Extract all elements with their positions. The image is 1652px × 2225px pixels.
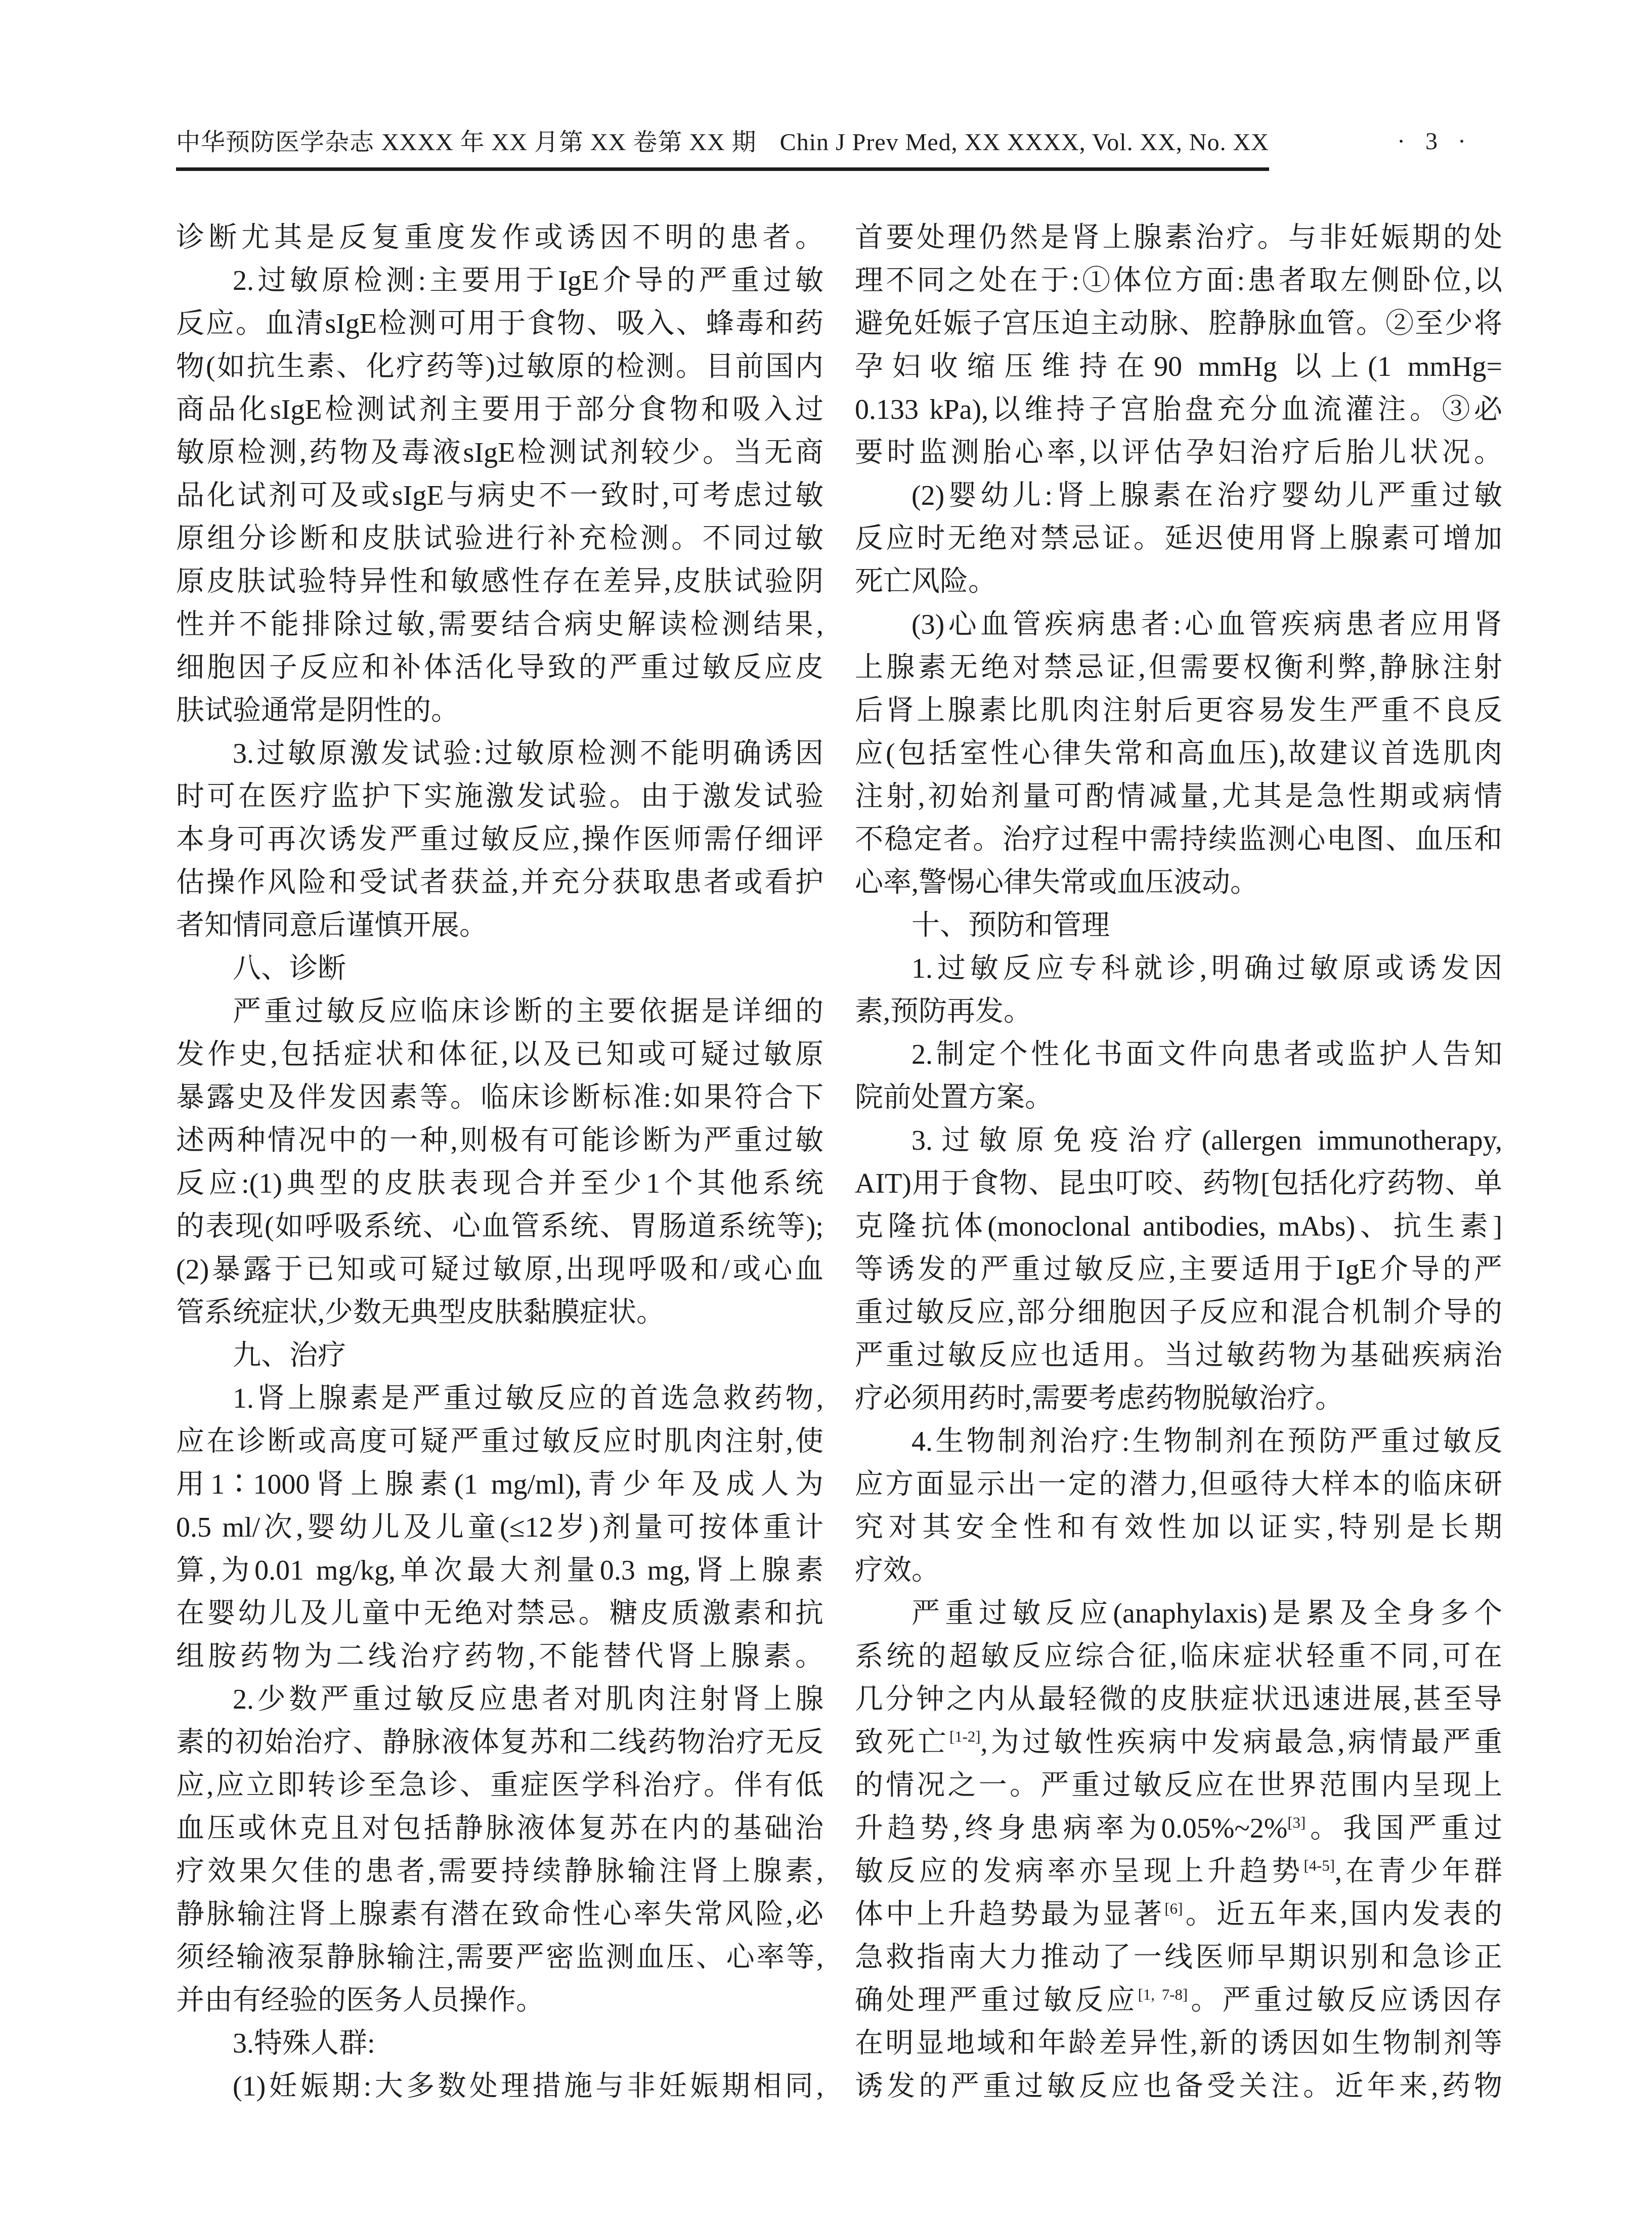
text-line: 诊断尤其是反复重度发作或诱因不明的患者。 xyxy=(176,222,823,253)
text-line: 血压或休克且对包括静脉液体复苏在内的基础治 xyxy=(176,1813,823,1844)
text-line: 时可在医疗监护下实施激发试验。由于激发试验 xyxy=(176,781,823,812)
text-line: 在明显地域和年龄差异性,新的诱因如生物制剂等 xyxy=(855,2028,1502,2059)
text-line: 要时监测胎心率,以评估孕妇治疗后胎儿状况。 xyxy=(855,437,1502,468)
text-line: 1.肾上腺素是严重过敏反应的首选急救药物, xyxy=(233,1383,823,1414)
text-line: 致死亡[1-2],为过敏性疾病中发病最急,病情最严重 xyxy=(855,1727,1502,1758)
text-line: 九、治疗 xyxy=(233,1340,346,1371)
text-line: 暴露史及伴发因素等。临床诊断标准:如果符合下 xyxy=(176,1082,823,1113)
text-line: 克隆抗体(monoclonal antibodies, mAbs)、抗生素] xyxy=(855,1211,1502,1242)
text-line: 须经输液泵静脉输注,需要严密监测血压、心率等, xyxy=(176,1942,823,1973)
journal-title-cn: 中华预防医学杂志 xyxy=(176,129,375,156)
text-line: 急救指南大力推动了一线医师早期识别和急诊正 xyxy=(855,1942,1502,1973)
text-line: 敏反应的发病率亦呈现上升趋势[4-5],在青少年群 xyxy=(855,1856,1502,1887)
text-line: 本身可再次诱发严重过敏反应,操作医师需仔细评 xyxy=(176,824,823,855)
text-line: 者知情同意后谨慎开展。 xyxy=(176,910,488,941)
text-line: 组胺药物为二线治疗药物,不能替代肾上腺素。 xyxy=(176,1641,823,1672)
text-line: 用1∶1000肾上腺素(1 mg/ml),青少年及成人为 xyxy=(176,1469,823,1500)
text-line: 十、预防和管理 xyxy=(911,910,1110,941)
text-line: (3)心血管疾病患者:心血管疾病患者应用肾 xyxy=(911,609,1502,640)
text-line: 2.过敏原检测:主要用于IgE介导的严重过敏 xyxy=(233,265,823,296)
text-line: 应,应立即转诊至急诊、重症医学科治疗。伴有低 xyxy=(176,1770,823,1801)
article-body xyxy=(176,216,1502,2108)
text-line: 几分钟之内从最轻微的皮肤症状迅速进展,甚至导 xyxy=(855,1684,1502,1715)
text-line: 应在诊断或高度可疑严重过敏反应时肌肉注射,使 xyxy=(176,1426,823,1457)
text-line: 素,预防再发。 xyxy=(855,996,1032,1027)
text-line: 等诱发的严重过敏反应,主要适用于IgE介导的严 xyxy=(855,1254,1502,1285)
text-line: (2)婴幼儿:肾上腺素在治疗婴幼儿严重过敏 xyxy=(911,480,1502,511)
text-line: 算,为0.01 mg/kg,单次最大剂量0.3 mg,肾上腺素 xyxy=(176,1555,823,1586)
text-line: 反应:(1)典型的皮肤表现合并至少1个其他系统 xyxy=(176,1168,823,1199)
text-line: 的情况之一。严重过敏反应在世界范围内呈现上 xyxy=(855,1770,1502,1801)
text-line: 发作史,包括症状和体征,以及已知或可疑过敏原 xyxy=(176,1039,823,1070)
text-line: 3.过敏原激发试验:过敏原检测不能明确诱因 xyxy=(233,738,823,769)
text-line: (2)暴露于已知或可疑过敏原,出现呼吸和/或心血 xyxy=(176,1254,823,1285)
text-line: 估操作风险和受试者获益,并充分获取患者或看护 xyxy=(176,867,823,898)
text-line: 述两种情况中的一种,则极有可能诊断为严重过敏 xyxy=(176,1125,823,1156)
text-line: 系统的超敏反应综合征,临床症状轻重不同,可在 xyxy=(855,1641,1502,1672)
text-line: 升趋势,终身患病率为0.05%~2%[3]。我国严重过 xyxy=(855,1813,1502,1844)
journal-masthead xyxy=(176,122,1269,171)
text-line: 反应时无绝对禁忌证。延迟使用肾上腺素可增加 xyxy=(855,523,1502,554)
text-line: 避免妊娠子宫压迫主动脉、腔静脉血管。②至少将 xyxy=(855,308,1502,339)
page-header xyxy=(176,122,1502,171)
text-line: 严重过敏反应(anaphylaxis)是累及全身多个 xyxy=(911,1598,1502,1629)
text-line: 确处理严重过敏反应[1, 7-8]。严重过敏反应诱因存 xyxy=(855,1985,1502,2016)
text-line: 商品化sIgE检测试剂主要用于部分食物和吸入过 xyxy=(176,394,823,425)
text-line: 应方面显示出一定的潜力,但亟待大样本的临床研 xyxy=(855,1469,1502,1500)
text-line: 性并不能排除过敏,需要结合病史解读检测结果, xyxy=(176,609,823,640)
text-line: 严重过敏反应临床诊断的主要依据是详细的 xyxy=(233,996,823,1027)
text-line: 院前处置方案。 xyxy=(855,1082,1053,1113)
journal-issue-cn: XXXX 年 XX 月第 XX 卷第 XX 期 xyxy=(381,129,757,156)
text-line: 诱发的严重过敏反应也备受关注。近年来,药物 xyxy=(855,2071,1502,2102)
text-line: 品化试剂可及或sIgE与病史不一致时,可考虑过敏 xyxy=(176,480,823,511)
text-line: AIT)用于食物、昆虫叮咬、药物[包括化疗药物、单 xyxy=(855,1168,1502,1199)
journal-title-en: Chin J Prev Med, XX XXXX, Vol. XX, No. XX xyxy=(779,129,1269,156)
text-line: 1.过敏反应专科就诊,明确过敏原或诱发因 xyxy=(911,953,1502,984)
text-line: 并由有经验的医务人员操作。 xyxy=(176,1985,544,2016)
text-line: 在婴幼儿及儿童中无绝对禁忌。糖皮质激素和抗 xyxy=(176,1598,823,1629)
text-line: 0.5 ml/次,婴幼儿及儿童(≤12岁)剂量可按体重计 xyxy=(176,1512,823,1543)
text-line: (1)妊娠期:大多数处理措施与非妊娠期相同, xyxy=(233,2071,823,2102)
text-line: 理不同之处在于:①体位方面:患者取左侧卧位,以 xyxy=(855,265,1502,296)
text-line: 0.133 kPa),以维持子宫胎盘充分血流灌注。③必 xyxy=(855,394,1502,425)
text-line: 原组分诊断和皮肤试验进行补充检测。不同过敏 xyxy=(176,523,823,554)
text-line: 疗效。 xyxy=(855,1555,940,1586)
text-line: 首要处理仍然是肾上腺素治疗。与非妊娠期的处 xyxy=(855,222,1502,253)
text-line: 注射,初始剂量可酌情减量,尤其是急性期或病情 xyxy=(855,781,1502,812)
text-line: 2.制定个性化书面文件向患者或监护人告知 xyxy=(911,1039,1502,1070)
text-column-right xyxy=(855,216,1502,2108)
text-line: 后肾上腺素比肌肉注射后更容易发生严重不良反 xyxy=(855,695,1502,726)
text-line: 3.过敏原免疫治疗(allergen immunotherapy, xyxy=(911,1125,1502,1156)
text-line: 静脉输注肾上腺素有潜在致命性心率失常风险,必 xyxy=(176,1899,823,1930)
text-line: 八、诊断 xyxy=(233,953,346,984)
page-number: · 3 · xyxy=(1397,128,1473,155)
text-line: 原皮肤试验特异性和敏感性存在差异,皮肤试验阴 xyxy=(176,566,823,597)
text-line: 严重过敏反应也适用。当过敏药物为基础疾病治 xyxy=(855,1340,1502,1371)
text-column-left xyxy=(176,216,823,2108)
text-line: 死亡风险。 xyxy=(855,566,996,597)
text-line: 不稳定者。治疗过程中需持续监测心电图、血压和 xyxy=(855,824,1502,855)
text-line: 上腺素无绝对禁忌证,但需要权衡利弊,静脉注射 xyxy=(855,652,1502,683)
text-line: 究对其安全性和有效性加以证实,特别是长期 xyxy=(855,1512,1502,1543)
text-line: 管系统症状,少数无典型皮肤黏膜症状。 xyxy=(176,1297,665,1328)
text-line: 疗效果欠佳的患者,需要持续静脉输注肾上腺素, xyxy=(176,1856,823,1887)
text-line: 疗必须用药时,需要考虑药物脱敏治疗。 xyxy=(855,1383,1343,1414)
text-line: 应(包括室性心律失常和高血压),故建议首选肌肉 xyxy=(855,738,1502,769)
text-line: 的表现(如呼吸系统、心血管系统、胃肠道系统等); xyxy=(176,1211,823,1242)
text-line: 3.特殊人群: xyxy=(233,2028,375,2059)
text-line: 心率,警惕心律失常或血压波动。 xyxy=(855,867,1258,898)
text-line: 肤试验通常是阴性的。 xyxy=(176,695,459,726)
text-line: 4.生物制剂治疗:生物制剂在预防严重过敏反 xyxy=(911,1426,1502,1457)
text-line: 孕妇收缩压维持在90 mmHg 以上(1 mmHg= xyxy=(855,351,1502,382)
text-line: 2.少数严重过敏反应患者对肌肉注射肾上腺 xyxy=(233,1684,823,1715)
text-line: 体中上升趋势最为显著[6]。近五年来,国内发表的 xyxy=(855,1899,1502,1930)
text-line: 素的初始治疗、静脉液体复苏和二线药物治疗无反 xyxy=(176,1727,823,1758)
text-line: 细胞因子反应和补体活化导致的严重过敏反应皮 xyxy=(176,652,823,683)
text-line: 物(如抗生素、化疗药等)过敏原的检测。目前国内 xyxy=(176,351,823,382)
text-line: 重过敏反应,部分细胞因子反应和混合机制介导的 xyxy=(855,1297,1502,1328)
text-line: 敏原检测,药物及毒液sIgE检测试剂较少。当无商 xyxy=(176,437,823,468)
text-line: 反应。血清sIgE检测可用于食物、吸入、蜂毒和药 xyxy=(176,308,823,339)
